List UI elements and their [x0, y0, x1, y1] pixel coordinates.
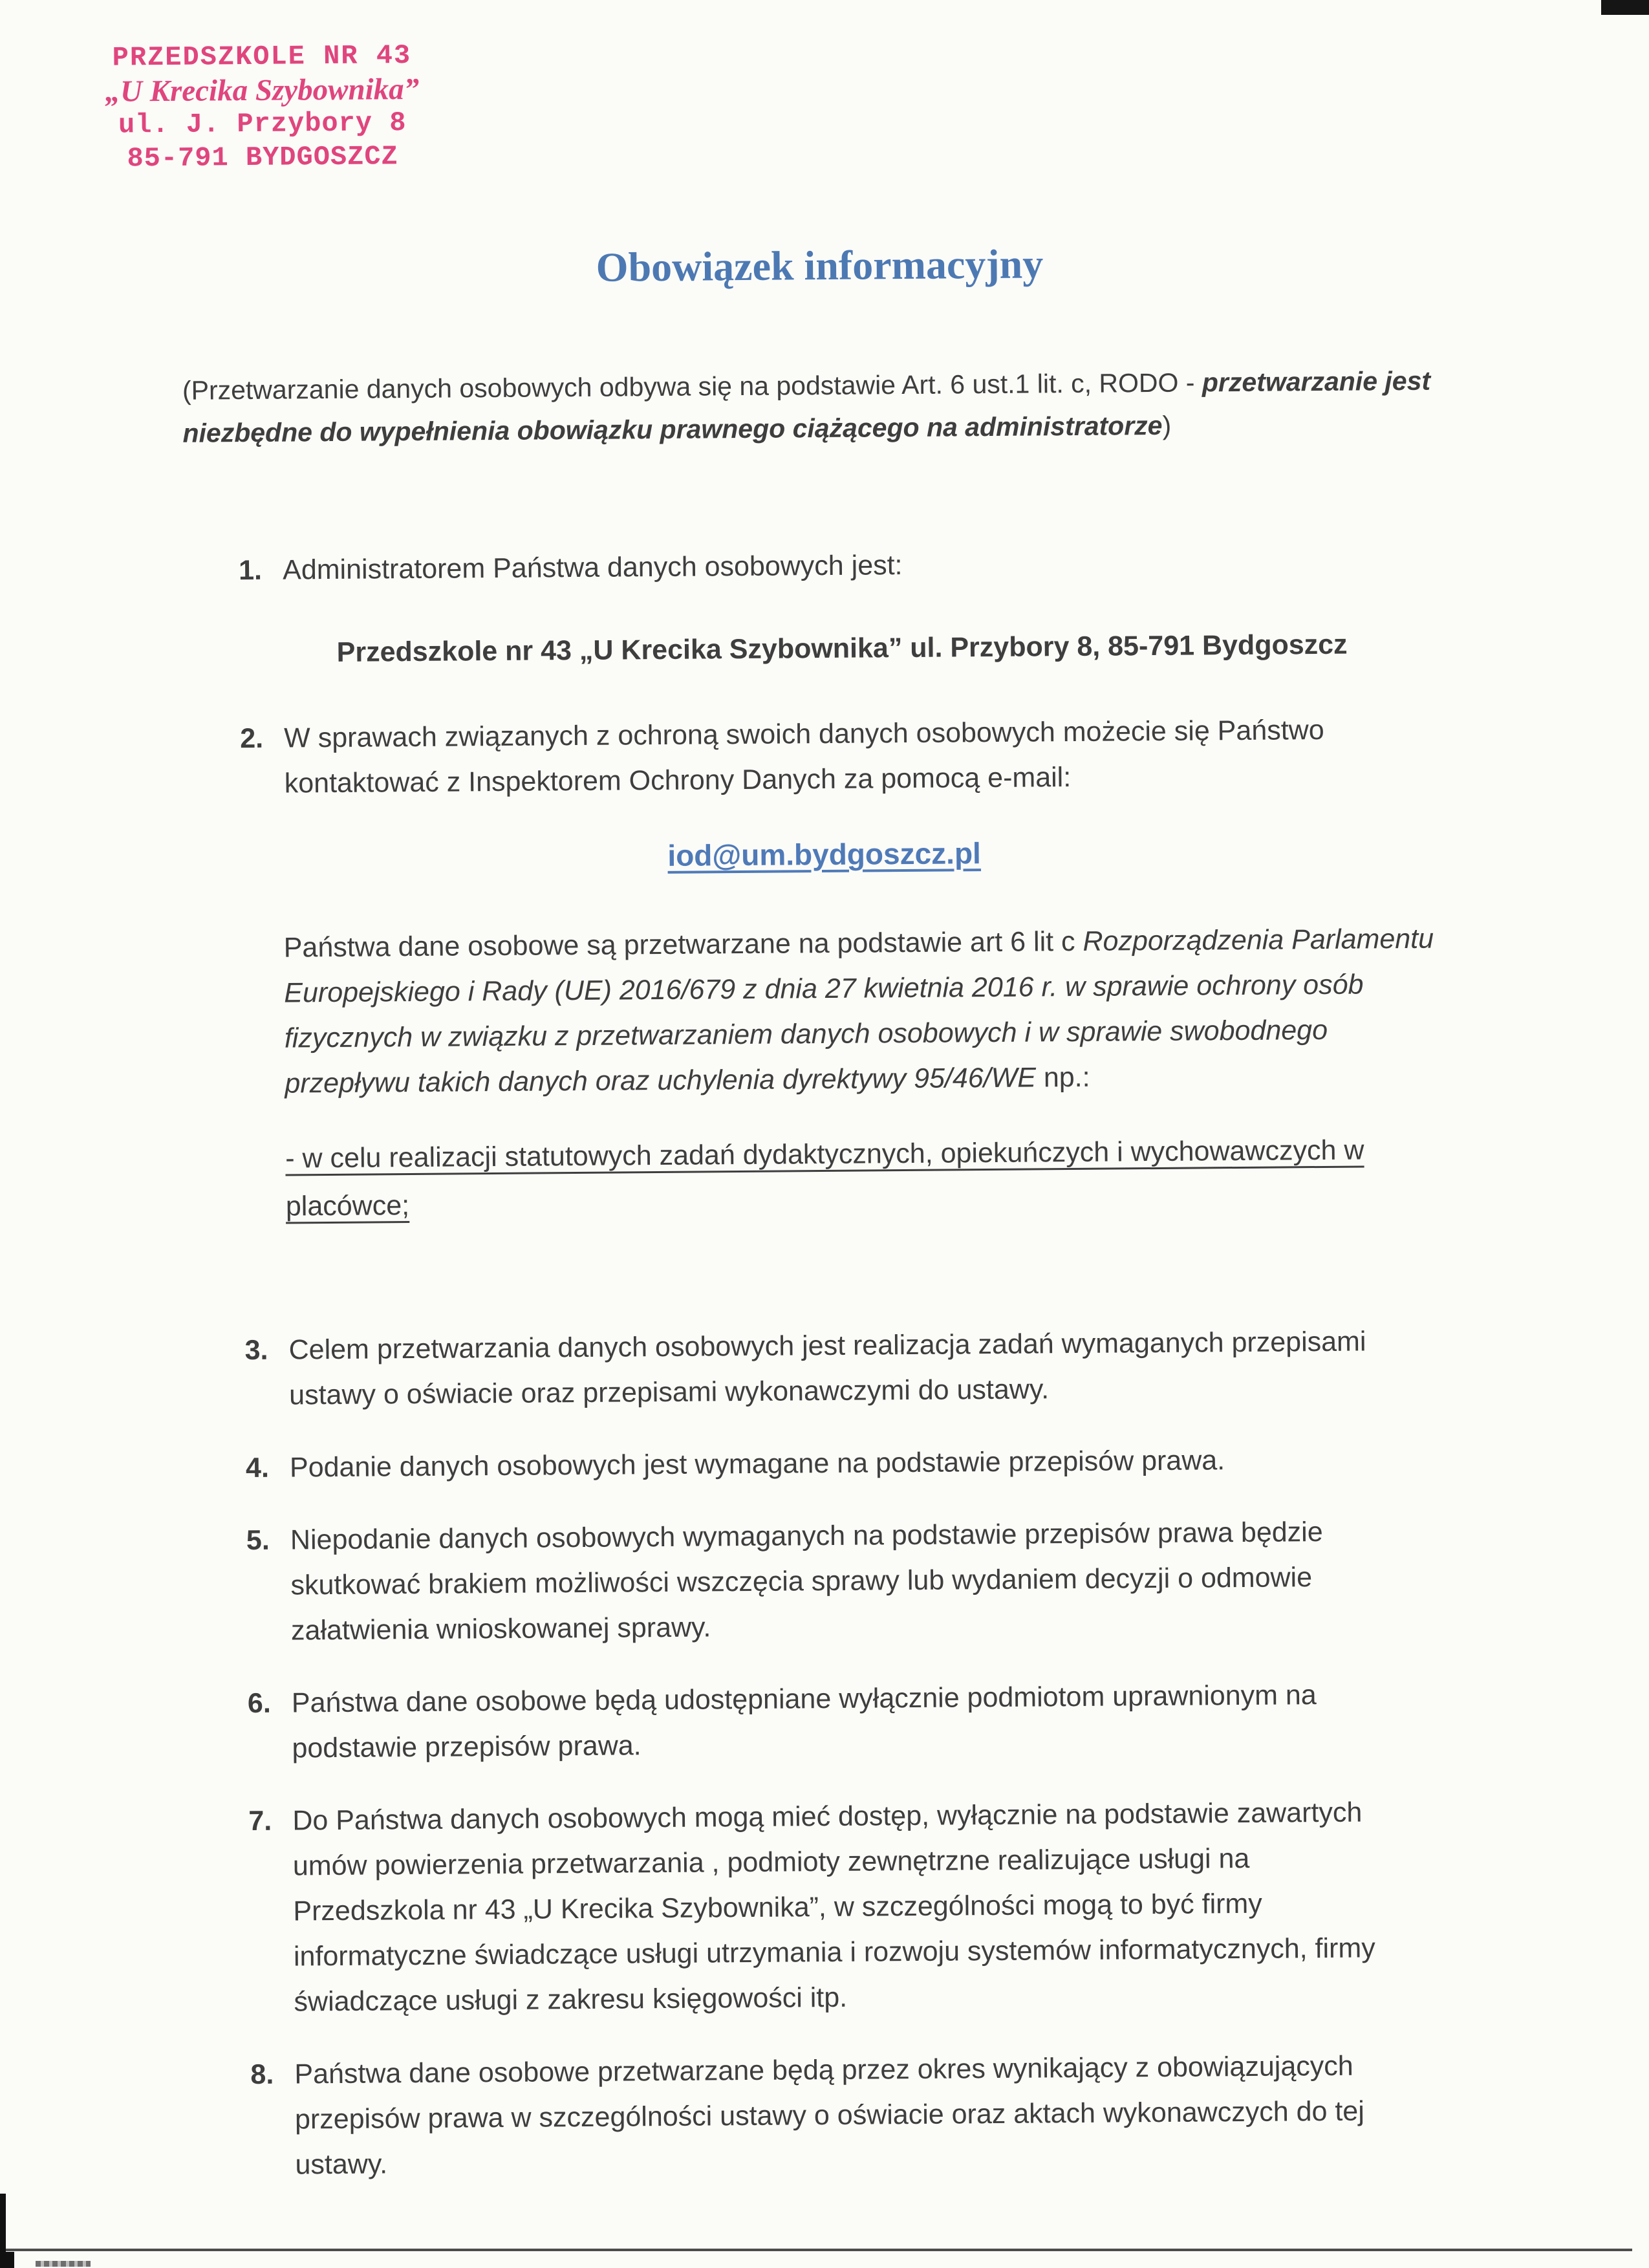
stamp-street-line: ul. J. Przybory 8	[118, 107, 407, 141]
intro-paragraph	[182, 359, 1483, 455]
list-item-3-number: 3.	[244, 1334, 268, 1366]
list-item-7	[248, 1787, 1649, 2025]
legal-prefix: Państwa dane osobowe są przetwarzane na podstawie art 6 lit c	[283, 925, 1083, 964]
list-item-1-number: 1.	[238, 554, 263, 587]
legal-suffix: np.:	[1035, 1061, 1090, 1094]
list-item-8-text: Państwa dane osobowe przetwarzane będą przez okres wynikający z obowiązujących przepisów prawa w szczególności ustawy o oświacie oraz aktach wykonawczych do tej ustawy.	[294, 2050, 1364, 2181]
list-item-6-text: Państwa dane osobowe będą udostępniane wyłącznie podmiotom uprawnionym na podstawie przepisów prawa.	[291, 1679, 1317, 1764]
intro-prefix: (Przetwarzanie danych osobowych odbywa się na podstawie Art. 6 ust.1 lit. c, RODO -	[182, 367, 1203, 405]
list-item-5-number: 5.	[246, 1524, 270, 1557]
list-item-6-number: 6.	[247, 1687, 271, 1720]
intro-emphasis: przetwarzanie jest niezbędne do wypełnienia obowiązku prawnego ciążącego na administratorze	[182, 365, 1431, 448]
list-item-1-text: Administratorem Państwa danych osobowych jest:	[282, 550, 903, 586]
list-item-1	[239, 537, 1646, 593]
kindergarten-stamp	[68, 38, 457, 176]
scan-artifact-bottom-line	[0, 2249, 1632, 2251]
stamp-name-line: PRZEDSZKOLE NR 43	[112, 39, 412, 74]
purpose-clause: - w celu realizacji statutowych zadań dydaktycznych, opiekuńczych i wychowawczych w placówce;	[285, 1134, 1364, 1222]
list-item-3	[244, 1317, 1649, 1418]
email-link[interactable]: iod@um.bydgoszcz.pl	[667, 836, 982, 872]
scan-artifact-corner-dashes	[36, 2261, 91, 2267]
scan-artifact-top-right	[1601, 0, 1649, 15]
list-item-6	[248, 1670, 1649, 1771]
list-item-4-number: 4.	[245, 1452, 270, 1484]
list-item-4	[246, 1434, 1649, 1491]
stamp-city-line: 85-791 BYDGOSZCZ	[127, 141, 398, 175]
contact-email-row	[0, 825, 1649, 883]
list-item-3-text: Celem przetwarzania danych osobowych jest realizacja zadań wymaganych przepisami ustawy o oświacie oraz przepisami wykonawczymi do ustawy.	[288, 1326, 1366, 1411]
legal-regulation-title: Rozporządzenia Parlamentu Europejskiego i Rady (UE) 2016/679 z dnia 27 kwietnia 2016 r. w sprawie ochrony osób fizycznych w związku z przetwarzaniem danych osobowych i w sprawie swobodnego przepływu takich danych oraz uchylenia dyrektywy 95/46/WE	[284, 923, 1434, 1099]
intro-suffix: )	[1162, 410, 1172, 440]
stamp-nickname-line: „U Krecika Szybownika”	[105, 72, 420, 109]
list-item-5	[246, 1507, 1649, 1654]
list-item-2	[240, 705, 1648, 806]
list-item-2-text: W sprawach związanych z ochroną swoich danych osobowych możecie się Państwo kontaktować z Inspektorem Ochrony Danych za pomocą e-mail:	[284, 714, 1324, 799]
list-item-5-text: Niepodanie danych osobowych wymaganych na podstawie przepisów prawa będzie skutkować brakiem możliwości wszczęcia sprawy lub wydaniem decyzji o odmowie załatwienia wnioskowanej sprawy.	[290, 1516, 1323, 1647]
scan-artifact-corner-block	[0, 2252, 14, 2268]
list-item-8-number: 8.	[250, 2058, 274, 2091]
list-item-7-text: Do Państwa danych osobowych mogą mieć dostęp, wyłącznie na podstawie zawartych umów powierzenia przetwarzania , podmioty zewnętrzne realizujące usługi na Przedszkola nr 43 „U Krecika Szybownika”, w szczególności mogą to być firmy informatyczne świadczące usługi utrzymania i rozwoju systemów informatycznych, firmy świadczące usługi z zakresu księgowości itp.	[292, 1797, 1375, 2018]
legal-basis-paragraph	[283, 916, 1442, 1107]
list-item-8	[250, 2041, 1649, 2188]
administrator-name-line: Przedszkole nr 43 „U Krecika Szybownika” ul. Przybory 8, 85-791 Bydgoszcz	[336, 629, 1348, 668]
list-item-2-number: 2.	[240, 722, 264, 755]
list-item-4-text: Podanie danych osobowych jest wymagane na podstawie przepisów prawa.	[289, 1445, 1225, 1484]
list-item-7-number: 7.	[248, 1805, 272, 1837]
page-title: Obowiązek informacyjny	[596, 241, 1044, 290]
